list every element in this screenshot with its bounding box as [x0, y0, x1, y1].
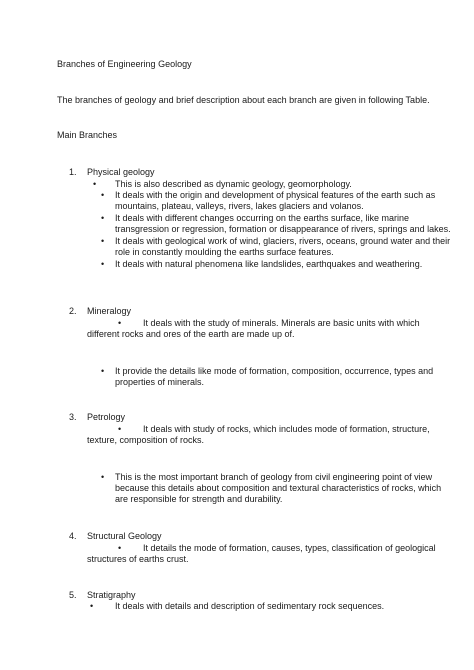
bullet-text-line: structures of earths crust.	[87, 554, 189, 564]
section-number: 4.	[69, 531, 77, 541]
section-number: 1.	[69, 167, 77, 177]
bullet-icon: •	[118, 318, 122, 328]
section-number: 2.	[69, 306, 77, 316]
bullet-text-line: are responsible for strength and durability.	[115, 494, 283, 504]
bullet-text-line: because this details about composition and textural characteristics of rocks, which	[115, 483, 442, 493]
bullet-icon: •	[90, 601, 94, 611]
bullet-text-line: properties of minerals.	[115, 377, 205, 387]
section-number: 3.	[69, 412, 77, 422]
bullet-icon: •	[101, 236, 105, 246]
bullet-icon: •	[101, 190, 105, 200]
bullet-text-line: It deals with study of rocks, which includes mode of formation, structure,	[143, 424, 430, 434]
document-title: Branches of Engineering Geology	[57, 59, 192, 69]
section-heading: Stratigraphy	[87, 590, 136, 600]
bullet-text: It deals with details and description of sedimentary rock sequences.	[115, 601, 385, 611]
bullet-text-line: texture, composition of rocks.	[87, 435, 205, 445]
bullet-icon: •	[101, 259, 105, 269]
bullet-icon: •	[101, 213, 105, 223]
bullet-text-line: It provide the details like mode of formation, composition, occurrence, types and	[115, 366, 434, 376]
bullet-text: It deals with natural phenomena like landslides, earthquakes and weathering.	[115, 259, 423, 269]
bullet-icon: •	[118, 543, 122, 553]
main-branches-heading: Main Branches	[57, 130, 118, 140]
bullet-text-line: transgression or regression, formation or disappearance of rivers, springs and lakes.	[115, 224, 451, 234]
bullet-icon: •	[101, 366, 105, 376]
section-heading: Structural Geology	[87, 531, 162, 541]
bullet-text: This is also described as dynamic geology, geomorphology.	[115, 179, 352, 189]
bullet-text-line: It deals with different changes occurring on the earths surface, like marine	[115, 213, 409, 223]
bullet-text-line: It deals with geological work of wind, glaciers, rivers, oceans, ground water and their	[115, 236, 451, 246]
section-heading: Petrology	[87, 412, 126, 422]
bullet-text-line: It deals with the study of minerals. Minerals are basic units with which	[143, 318, 420, 328]
bullet-icon: •	[118, 424, 122, 434]
bullet-icon: •	[101, 472, 105, 482]
bullet-text-line: different rocks and ores of the earth are made up of.	[87, 329, 295, 339]
bullet-text-line: It details the mode of formation, causes, types, classification of geological	[143, 543, 436, 553]
bullet-icon: •	[93, 179, 97, 189]
section-heading: Physical geology	[87, 167, 155, 177]
bullet-text-line: It deals with the origin and development of physical features of the earth such as	[115, 190, 436, 200]
bullet-text-line: mountains, plateau, valleys, rivers, lakes glaciers and volanos.	[115, 201, 364, 211]
section-heading: Mineralogy	[87, 306, 132, 316]
bullet-text-line: This is the most important branch of geology from civil engineering point of view	[115, 472, 433, 482]
intro-paragraph: The branches of geology and brief description about each branch are given in following Table.	[57, 95, 430, 105]
bullet-text-line: role in constantly moulding the earths surface features.	[115, 247, 334, 257]
section-number: 5.	[69, 590, 77, 600]
